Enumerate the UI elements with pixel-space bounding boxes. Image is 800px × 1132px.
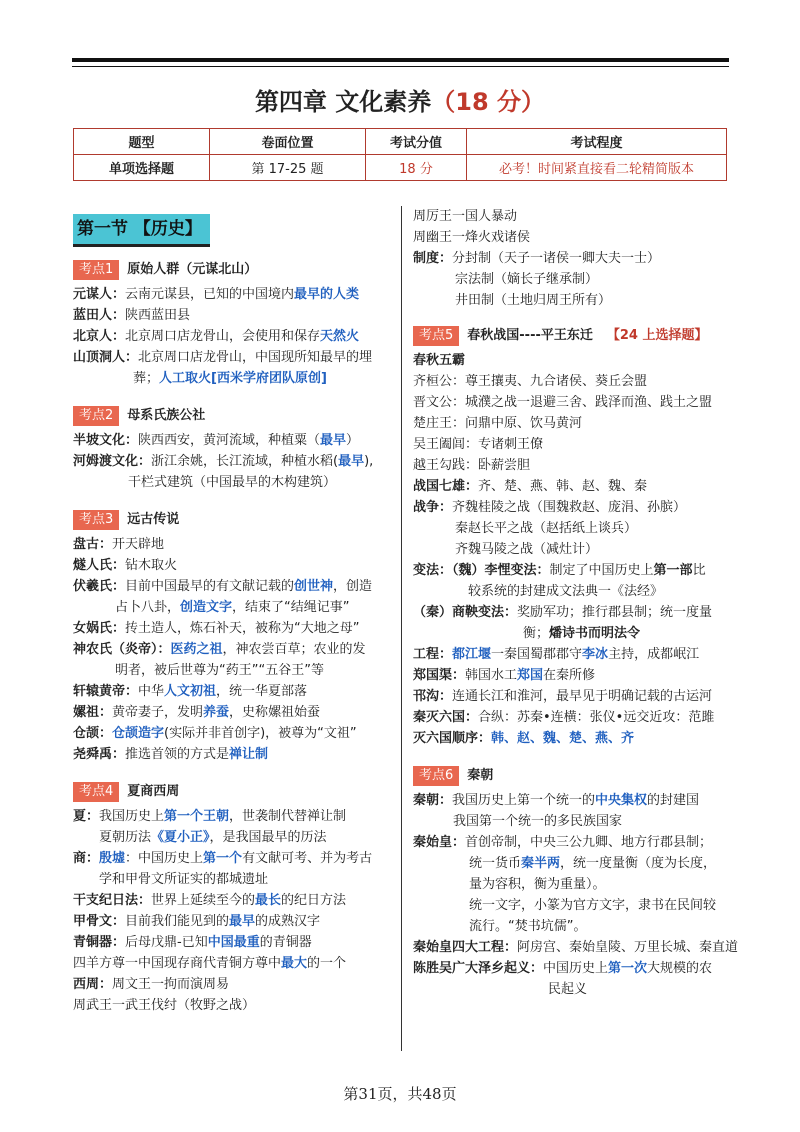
text-fragment: 夏朝历法 [99,830,152,845]
text-line [413,560,733,581]
top-rule-thick [72,58,729,62]
top-rule-thin [72,66,729,67]
text-fragment: 宗法制（嫡长子继承制） [455,272,599,287]
text-fragment: 量为容积，衡为重量）。 [469,877,606,892]
text-fragment: 轩辕黄帝： [73,684,139,699]
text-fragment: 我国第一个统一的多民族国家 [453,814,623,829]
text-line [73,911,393,932]
text-fragment: 第一个王朝 [164,809,230,824]
text-fragment: 燔诗书而明法令 [549,626,641,641]
text-line [73,744,393,765]
text-fragment: 开天辟地 [112,537,165,552]
text-fragment: 陈胜吴广大泽乡起义： [413,961,544,976]
text-fragment: 周武王一武王伐纣（牧野之战） [73,998,256,1013]
text-line [413,371,733,392]
text-line [413,874,733,895]
kaodian-3-header [73,509,393,530]
text-fragment: 周幽王一烽火戏诸侯 [413,230,531,245]
text-line [413,581,733,602]
text-fragment: （魏）李悝变法： [452,563,550,578]
text-fragment: 变法： [413,563,453,578]
text-fragment: 吴王阖闾：专诸刺王僚 [413,437,544,452]
text-fragment: 的成熟汉字 [255,914,321,929]
text-fragment: ） [346,433,360,448]
text-fragment: 仓颉： [73,726,113,741]
text-fragment: 殷墟 [99,851,126,866]
text-fragment: 第一次 [608,961,648,976]
text-line [413,895,733,916]
text-fragment: 战争： [413,500,453,515]
text-fragment: 都江堰 [452,647,492,662]
text-fragment: 齐魏桂陵之战（围魏救赵、庞涓、孙膑） [452,500,687,515]
text-fragment: 秦朝： [413,793,453,808]
text-fragment: 目前我们能见到的 [125,914,230,929]
text-fragment: 中华 [138,684,165,699]
text-fragment: 一秦国蜀郡郡守 [491,647,583,662]
text-fragment: 第一部 [653,563,693,578]
text-fragment: ，统一华夏部落 [216,684,308,699]
text-fragment: 大规模的农 [647,961,713,976]
text-line [73,326,393,347]
text-fragment: 的一个 [307,956,347,971]
text-line [413,269,733,290]
text-line [73,597,393,618]
text-line [73,576,393,597]
text-fragment: 占卜八卦， [115,600,181,615]
text-fragment: 人工取火[西米学府团队原创] [159,371,327,386]
text-fragment: 工程： [413,647,453,662]
text-fragment: 的青铜器 [259,935,312,950]
kaodian-name: 母系氏族公社 [127,408,206,423]
text-line [413,476,733,497]
text-fragment: 尧舜禹： [73,747,126,762]
text-line [73,681,393,702]
text-fragment: 比 [692,563,706,578]
text-fragment: 甲骨文： [73,914,126,929]
text-fragment: ：中国历史上 [125,851,204,866]
text-fragment: ，史称嫘祖始蚕 [229,705,321,720]
text-fragment: 周文王一拘而演周易 [112,977,230,992]
page-number: 第31页，共48页 [343,1085,457,1103]
text-fragment: 合纵：苏秦•连横：张仪•远交近攻：范雎 [478,710,715,725]
text-fragment: 流行。“焚书坑儒”。 [469,919,587,934]
chapter-score: （18 分） [431,88,546,116]
text-fragment: ，统一度量衡（度为长度， [560,856,717,871]
table-cell: 单项选择题 [74,155,210,181]
text-fragment: ), [364,454,374,469]
text-fragment: 神农氏（炎帝）： [73,642,171,657]
text-fragment: 夏： [73,809,100,824]
text-fragment: 韩、赵、魏、楚、燕、齐 [491,731,635,746]
text-fragment: 燧人氏： [73,558,126,573]
text-line [413,937,739,958]
text-line [73,953,393,974]
exam-note: 【24 上选择题】 [606,328,708,343]
text-fragment: 秦半两 [521,856,561,871]
text-fragment: 在秦所修 [543,668,596,683]
text-fragment: 北京周口店龙骨山，中国现所知最早的埋 [138,350,373,365]
text-fragment: 我国历史上 [99,809,165,824]
text-fragment: 阿房宫、秦始皇陵、万里长城、秦直道 [517,940,739,955]
text-fragment: 青铜器： [73,935,126,950]
text-line [413,686,733,707]
text-line [73,932,393,953]
text-fragment: 最早 [320,433,347,448]
text-fragment: 河姆渡文化： [73,454,152,469]
text-fragment: 制定了中国历史上 [549,563,654,578]
text-fragment: 民起义 [548,982,588,997]
text-fragment: 中国历史上 [543,961,609,976]
kaodian-5-header [413,325,733,346]
text-fragment: 商： [73,851,100,866]
text-fragment: 统一货币 [469,856,522,871]
text-fragment: 钻木取火 [125,558,178,573]
text-fragment: 统一文字，小篆为官方文字，隶书在民间较 [469,898,717,913]
table-header-row [74,129,727,155]
text-line [73,451,393,472]
table-cell: 18 分 [366,155,467,181]
text-fragment: 葬； [133,371,160,386]
text-fragment: 衡； [523,626,550,641]
right-column [413,206,739,1000]
text-fragment: 主持，成都岷江 [608,647,700,662]
text-fragment: 禅让制 [229,747,269,762]
text-fragment: ，世袭制代替禅让制 [229,809,347,824]
text-line [73,848,393,869]
text-line [73,430,393,451]
page-title [0,82,800,117]
text-line [413,518,733,539]
text-fragment: 元谋人： [73,287,126,302]
text-fragment: 云南元谋县，已知的中国境内 [125,287,295,302]
text-fragment: 北京周口店龙骨山，会使用和保存 [125,329,321,344]
text-fragment: 中国最重 [207,935,260,950]
text-fragment: 第一个 [203,851,243,866]
text-fragment: 明者，被后世尊为“药王”“五谷王”等 [115,663,324,678]
text-line [413,728,733,749]
kaodian-1-header [73,259,393,280]
text-line [413,832,733,853]
text-fragment: 西周： [73,977,113,992]
text-fragment: 《夏小正》 [151,830,210,845]
text-fragment: 秦灭六国： [413,710,479,725]
text-fragment: 黄帝妻子，发明 [112,705,204,720]
text-line [73,974,393,995]
text-fragment: 晋文公：城濮之战一退避三舍、践泽而渔、践土之盟 [413,395,713,410]
text-line [73,869,393,890]
text-line [413,290,733,311]
text-fragment: 齐桓公：尊王攘夷、九合诸侯、葵丘会盟 [413,374,648,389]
text-fragment: 分封制（天子一诸侯一卿大夫一士） [452,251,661,266]
text-fragment: 邗沟： [413,689,453,704]
kaodian-tag: 考点4 [73,782,119,802]
text-fragment: 我国历史上第一个统一的 [452,793,596,808]
text-fragment: 半坡文化： [73,433,139,448]
text-line [413,853,733,874]
text-fragment: ，结束了“结绳记事” [232,600,350,615]
text-fragment: 奖励军功；推行郡县制；统一度量 [517,605,713,620]
text-fragment: 山顶洞人： [73,350,139,365]
column-divider [401,206,402,1051]
text-fragment: 越王勾践：卧薪尝胆 [413,458,531,473]
text-line [73,305,393,326]
text-fragment: 的纪日方法 [281,893,347,908]
text-fragment: (实际并非首创字)，被尊为“文祖” [164,726,357,741]
text-fragment: 有文献可考、并为考古 [242,851,373,866]
text-fragment: 干支纪日法： [73,893,152,908]
text-line [73,806,393,827]
text-fragment: 陕西蓝田县 [125,308,191,323]
text-fragment: 女娲氏： [73,621,126,636]
text-line [73,284,393,305]
text-line [413,707,733,728]
text-line [413,644,733,665]
text-line [413,227,733,248]
text-fragment: 后母戊鼎-已知 [125,935,208,950]
text-fragment: 秦始皇： [413,835,466,850]
text-fragment: 抟土造人，炼石补天，被称为“大地之母” [125,621,360,636]
text-fragment: ，创造 [333,579,373,594]
text-line [413,979,733,1000]
kaodian-name: 远古传说 [127,512,180,527]
table-header-cell: 考试程度 [467,129,727,155]
text-line [73,995,393,1016]
kaodian-tag: 考点2 [73,406,119,426]
text-fragment: 世界上延续至今的 [151,893,256,908]
text-line [73,472,393,493]
text-fragment: 齐魏马陵之战（减灶计） [455,542,599,557]
text-fragment: 齐、楚、燕、韩、赵、魏、秦 [478,479,648,494]
text-fragment: 韩国水工 [465,668,518,683]
text-line [413,206,733,227]
text-line [413,497,733,518]
text-fragment: 创世神 [294,579,334,594]
text-fragment: 创造文字 [180,600,233,615]
text-line [73,660,393,681]
text-fragment: 郑国渠： [413,668,466,683]
text-fragment: 盘古： [73,537,113,552]
text-fragment: 推选首领的方式是 [125,747,230,762]
table-header-cell: 卷面位置 [210,129,366,155]
text-fragment: 首创帝制，中央三公九卿、地方行郡县制； [465,835,713,850]
text-line [73,368,393,389]
text-fragment: 北京人： [73,329,126,344]
text-fragment: 最大 [281,956,308,971]
kaodian-tag: 考点3 [73,510,119,530]
kaodian-6-header [413,765,733,786]
text-fragment: 干栏式建筑（中国最早的木构建筑） [128,475,337,490]
text-line [73,723,393,744]
text-line [413,665,733,686]
text-fragment: ，是我国最早的历法 [209,830,327,845]
text-line [413,455,733,476]
kaodian-name: 原始人群（元谋北山） [127,262,258,277]
kaodian-tag: 考点6 [413,766,459,786]
kaodian-name: 夏商西周 [127,784,180,799]
kaodian-name: 秦朝 [467,768,494,783]
text-line [73,702,393,723]
text-fragment: 中央集权 [595,793,648,808]
text-fragment: 嫘祖： [73,705,113,720]
text-line [73,639,393,660]
text-line [413,602,733,623]
text-fragment: 的封建国 [647,793,700,808]
chapter-title: 第四章 文化素养 [254,88,432,116]
kaodian-tag: 考点5 [413,326,459,346]
text-fragment: 最早 [338,454,365,469]
text-fragment: 天然火 [320,329,360,344]
info-table [73,128,727,181]
text-fragment: 制度： [413,251,453,266]
table-row [74,155,727,181]
text-fragment: （秦）商鞅变法： [413,605,518,620]
section-title: 第一节 【历史】 [73,214,210,247]
text-line [413,248,733,269]
text-fragment: 人文初祖 [164,684,217,699]
text-fragment: 灭六国顺序： [413,731,492,746]
text-fragment: 井田制（土地归周王所有） [455,293,612,308]
table-cell: 第 17-25 题 [210,155,366,181]
text-fragment: 学和甲骨文所证实的都城遗址 [99,872,269,887]
text-fragment: 秦赵长平之战（赵括纸上谈兵） [455,521,638,536]
text-line [413,958,733,979]
text-line [73,534,393,555]
text-line [73,890,393,911]
kaodian-4-header [73,781,393,802]
text-line [413,811,733,832]
kaodian-2-header [73,405,393,426]
text-fragment: 秦始皇四大工程： [413,940,518,955]
text-fragment: 浙江余姚，长江流域，种植水稻( [151,454,339,469]
table-header-cell: 题型 [74,129,210,155]
text-fragment: 蓝田人： [73,308,126,323]
text-fragment: 目前中国最早的有文献记载的 [125,579,295,594]
text-fragment: 最早 [229,914,256,929]
kaodian-name: 春秋战国----平王东迁 [467,328,593,343]
text-line [73,827,393,848]
text-fragment: 陕西西安，黄河流域，种植粟（ [138,433,321,448]
text-line [413,790,733,811]
text-fragment: 连通长江和淮河，最早见于明确记载的古运河 [452,689,713,704]
kaodian-tag: 考点1 [73,260,119,280]
text-fragment: 最长 [255,893,282,908]
text-fragment: 伏羲氏： [73,579,126,594]
text-line [413,434,733,455]
text-fragment: 较系统的封建成文法典一《法经》 [468,584,664,599]
text-line [413,539,733,560]
text-fragment: 养蚕 [203,705,230,720]
text-line [73,618,393,639]
text-line [413,916,733,937]
text-fragment: ，神农尝百草；农业的发 [222,642,366,657]
sub-heading: 春秋五霸 [413,353,466,368]
text-line [413,392,733,413]
text-fragment: 郑国 [517,668,544,683]
text-line [413,413,733,434]
text-fragment: 四羊方尊一中国现存商代青铜方尊中 [73,956,282,971]
text-fragment: 周厉王一国人暴动 [413,209,518,224]
text-line [73,555,393,576]
text-line [413,623,733,644]
text-fragment: 战国七雄： [413,479,479,494]
table-cell: 必考！时间紧直接看二轮精简版本 [467,155,727,181]
text-fragment: 仓颉造字 [112,726,165,741]
text-fragment: 医药之祖 [170,642,223,657]
text-fragment: 最早的人类 [294,287,360,302]
text-fragment: 楚庄王：问鼎中原、饮马黄河 [413,416,583,431]
text-line [73,347,393,368]
text-fragment: 李冰 [582,647,609,662]
table-header-cell: 考试分值 [366,129,467,155]
left-column [73,206,393,1016]
